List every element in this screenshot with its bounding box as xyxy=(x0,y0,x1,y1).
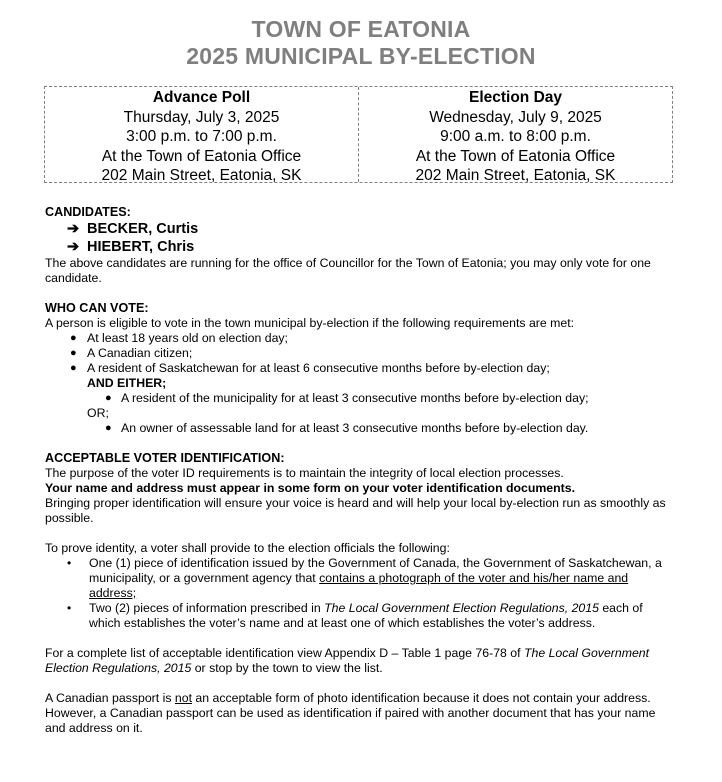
bullet-icon: ● xyxy=(105,422,112,434)
document-title: TOWN OF EATONIA xyxy=(251,16,471,42)
bullet-icon: ● xyxy=(70,332,77,344)
passport-post: an acceptable form of photo identification because it does not contain your address. However, a Canadian passport can be used as identification if paired with another document that has your name and address on it. xyxy=(45,691,656,735)
list-item xyxy=(45,601,677,631)
requirement-text: At least 18 years old on election day; xyxy=(87,331,288,345)
list-item xyxy=(45,361,677,376)
candidates-heading: CANDIDATES: xyxy=(45,205,131,219)
advance-poll-address: 202 Main Street, Eatonia, SK xyxy=(101,167,302,184)
candidate-item xyxy=(45,238,677,256)
requirements-list xyxy=(45,331,677,376)
election-day-date: Wednesday, July 9, 2025 xyxy=(429,108,602,126)
who-can-vote-heading: WHO CAN VOTE: xyxy=(45,301,149,315)
advance-poll-hours: 3:00 p.m. to 7:00 p.m. xyxy=(126,128,277,145)
advance-poll-column xyxy=(45,87,358,182)
document-subtitle: 2025 MUNICIPAL BY-ELECTION xyxy=(186,43,536,69)
id-item-2-pre: Two (2) pieces of information prescribed in xyxy=(89,601,325,615)
list-item xyxy=(45,391,677,406)
election-day-column xyxy=(358,87,672,182)
complete-list-paragraph xyxy=(45,646,677,676)
passport-not: not xyxy=(174,691,192,705)
complete-list-pre: For a complete list of acceptable identification view Appendix D – Table 1 page 76-78 of xyxy=(45,646,524,660)
polling-schedule-table xyxy=(44,86,673,183)
election-day-address: 202 Main Street, Eatonia, SK xyxy=(415,167,616,184)
list-item xyxy=(45,421,677,436)
arrow-right-icon: ➔ xyxy=(67,239,80,255)
id-item-1-text: One (1) piece of identification issued by the Government of Canada, the Government of Saskatchewan, a municipality, or a government agency that xyxy=(89,556,662,585)
who-can-vote-intro: A person is eligible to vote in the town municipal by-election if the following requirements are met: xyxy=(45,316,575,330)
list-item xyxy=(45,331,677,346)
requirement-text: A resident of Saskatchewan for at least 6 consecutive months before by-election day; xyxy=(87,361,550,375)
election-day-heading: Election Day xyxy=(468,89,563,106)
complete-list-post: or stop by the town to view the list. xyxy=(191,661,383,675)
identification-list xyxy=(45,556,677,631)
id-item-2-post: each of which establishes the voter’s name and at least one of which establishes the voter’s address. xyxy=(89,601,643,630)
voter-id-must-appear: Your name and address must appear in some form on your voter identification documents. xyxy=(45,481,576,495)
or-label: OR; xyxy=(87,406,109,420)
election-day-hours: 9:00 a.m. to 8:00 p.m. xyxy=(440,128,591,145)
list-item xyxy=(45,346,677,361)
bullet-icon: ● xyxy=(105,392,112,404)
voter-id-bring-id: Bringing proper identification will ensure your voice is heard and will help your local by-election run as smoothly as possible. xyxy=(45,496,666,525)
document-body xyxy=(45,205,677,736)
option-b-list xyxy=(45,421,677,436)
and-either-label: AND EITHER; xyxy=(87,376,167,390)
passport-paragraph xyxy=(45,691,677,736)
arrow-right-icon: ➔ xyxy=(67,221,80,237)
bullet-icon: ● xyxy=(70,362,77,374)
voter-id-heading: ACCEPTABLE VOTER IDENTIFICATION: xyxy=(45,451,285,465)
prove-identity-intro: To prove identity, a voter shall provide to the election officials the following: xyxy=(45,541,450,555)
complete-list-regulation-title: The Local Government Election Regulations, 2015 xyxy=(45,646,650,675)
candidate-item xyxy=(45,220,677,238)
bullet-icon: • xyxy=(67,601,72,615)
list-item xyxy=(45,556,677,601)
requirement-text: A Canadian citizen; xyxy=(87,346,193,360)
candidate-name: HIEBERT, Chris xyxy=(87,239,195,255)
candidate-name: BECKER, Curtis xyxy=(87,221,199,237)
voter-id-purpose: The purpose of the voter ID requirements is to maintain the integrity of local election processes. xyxy=(45,466,564,480)
election-day-location: At the Town of Eatonia Office xyxy=(415,147,616,165)
option-b-text: An owner of assessable land for at least 3 consecutive months before by-election day. xyxy=(121,421,589,435)
advance-poll-location: At the Town of Eatonia Office xyxy=(101,147,302,165)
option-a-list xyxy=(45,391,677,406)
passport-pre: A Canadian passport is xyxy=(45,691,175,705)
advance-poll-heading: Advance Poll xyxy=(152,89,251,106)
id-item-1-underlined: contains a photograph of the voter and his/her name and address; xyxy=(89,571,629,600)
id-item-2-regulation-title: The Local Government Election Regulations, 2015 xyxy=(324,601,599,615)
bullet-icon: • xyxy=(67,556,72,570)
option-a-text: A resident of the municipality for at least 3 consecutive months before by-election day; xyxy=(121,391,589,405)
candidates-note: The above candidates are running for the office of Councillor for the Town of Eatonia; you may only vote for one candidate. xyxy=(45,256,651,285)
bullet-icon: ● xyxy=(70,347,77,359)
advance-poll-date: Thursday, July 3, 2025 xyxy=(123,108,280,126)
